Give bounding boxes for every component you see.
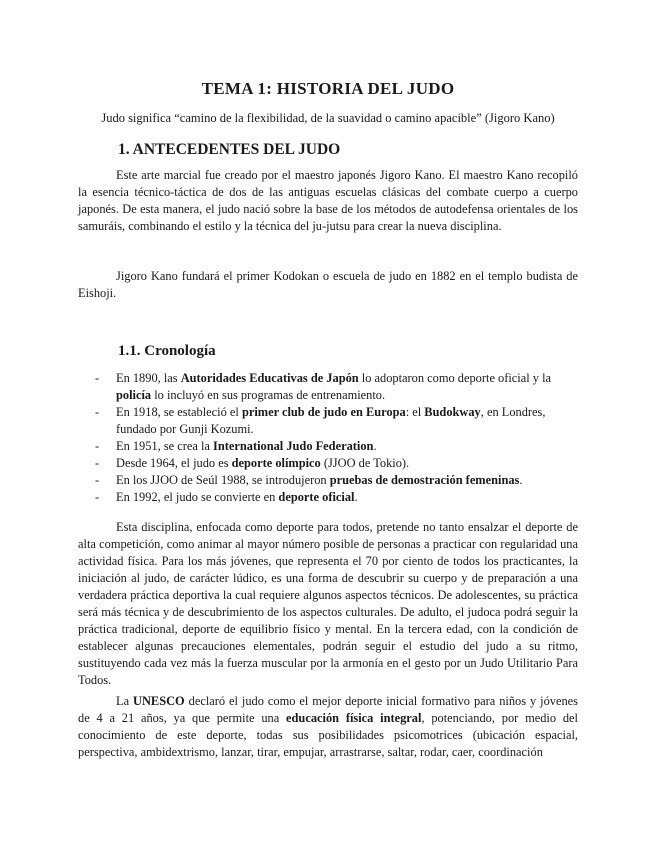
list-item: - Desde 1964, el judo es deporte olímpico (JJOO de Tokio). [95, 456, 410, 470]
list-item: - En los JJOO de Seúl 1988, se introdujeron pruebas de demostración femeninas. [95, 473, 523, 487]
paragraph-deporte-para-todos: Esta disciplina, enfocada como deporte para todos, pretende no tanto ensalzar el deporte de alta competición, como animar al mayor número posible de personas a practicar con regularidad una actividad física. Para los más jóvenes, que representa el 70 por ciento de todos los practicantes, la iniciación al judo, de carácter lúdico, es una forma de descubrir su cuerpo y de preparación a una verdadera práctica deportiva la cual requiere algunos aspectos técnicos. De adolescentes, su práctica será más técnica y de descubrimiento de los aspectos culturales. De adulto, el judoca podrá seguir la práctica tradicional, deporte de equilibrio físico y mental. En la tercera edad, con la condición de establecer algunas precauciones elementales, podrán seguir el estudio del judo a su ritmo, sustituyendo cada vez más la fuerza muscular por la armonía en el gesto por un Judo Utilitario Para Todos. [78, 520, 578, 687]
paragraph-unesco: La UNESCO declaró el judo como el mejor deporte inicial formativo para niños y jóvenes de 4 a 21 años, ya que permite una educación física integral, potenciando, por medio del conocimiento de este deporte, todas sus posibilidades psicomotrices (ubicación espacial, perspectiva, ambidextrismo, lanzar, tirar, empujar, arrastrarse, saltar, rodar, caer, coordinación [78, 694, 579, 759]
bullet-dash: - [95, 405, 100, 419]
epigraph-quote: Judo significa “camino de la flexibilidad, de la suavidad o camino apacible” (Jigoro Kano) [101, 111, 555, 125]
bullet-dash: - [95, 371, 100, 385]
bullet-dash: - [95, 490, 100, 504]
section-heading-antecedentes: 1. ANTECEDENTES DEL JUDO [118, 141, 341, 158]
bullet-dash: - [95, 473, 100, 487]
chronology-list [78, 370, 578, 506]
bullet-dash: - [95, 439, 100, 453]
list-item: - En 1890, las Autoridades Educativas de Japón lo adoptaron como deporte oficial y la policía lo incluyó en sus programas de entrenamiento. [95, 371, 552, 402]
bullet-dash: - [95, 456, 100, 470]
list-item: - En 1992, el judo se convierte en deporte oficial. [95, 490, 358, 504]
list-item: - En 1951, se crea la International Judo Federation. [95, 439, 377, 453]
document-title: TEMA 1: HISTORIA DEL JUDO [201, 79, 455, 98]
section-heading-cronologia: 1.1. Cronología [118, 343, 216, 359]
paragraph-origin: Este arte marcial fue creado por el maestro japonés Jigoro Kano. El maestro Kano recopiló la esencia técnico-táctica de dos de las antiguas escuelas clásicas del combate cuerpo a cuerpo japonés. De esta manera, el judo nació sobre la base de los métodos de autodefensa orientales de los samuráis, combinando el estilo y la técnica del ju-jutsu para crear la nueva disciplina. [78, 168, 578, 233]
paragraph-kodokan: Jigoro Kano fundará el primer Kodokan o escuela de judo en 1882 en el templo budista de Eishoji. [78, 269, 578, 300]
list-item: - En 1918, se estableció el primer club de judo en Europa: el Budokway, en Londres, fundado por Gunji Kozumi. [95, 405, 546, 436]
